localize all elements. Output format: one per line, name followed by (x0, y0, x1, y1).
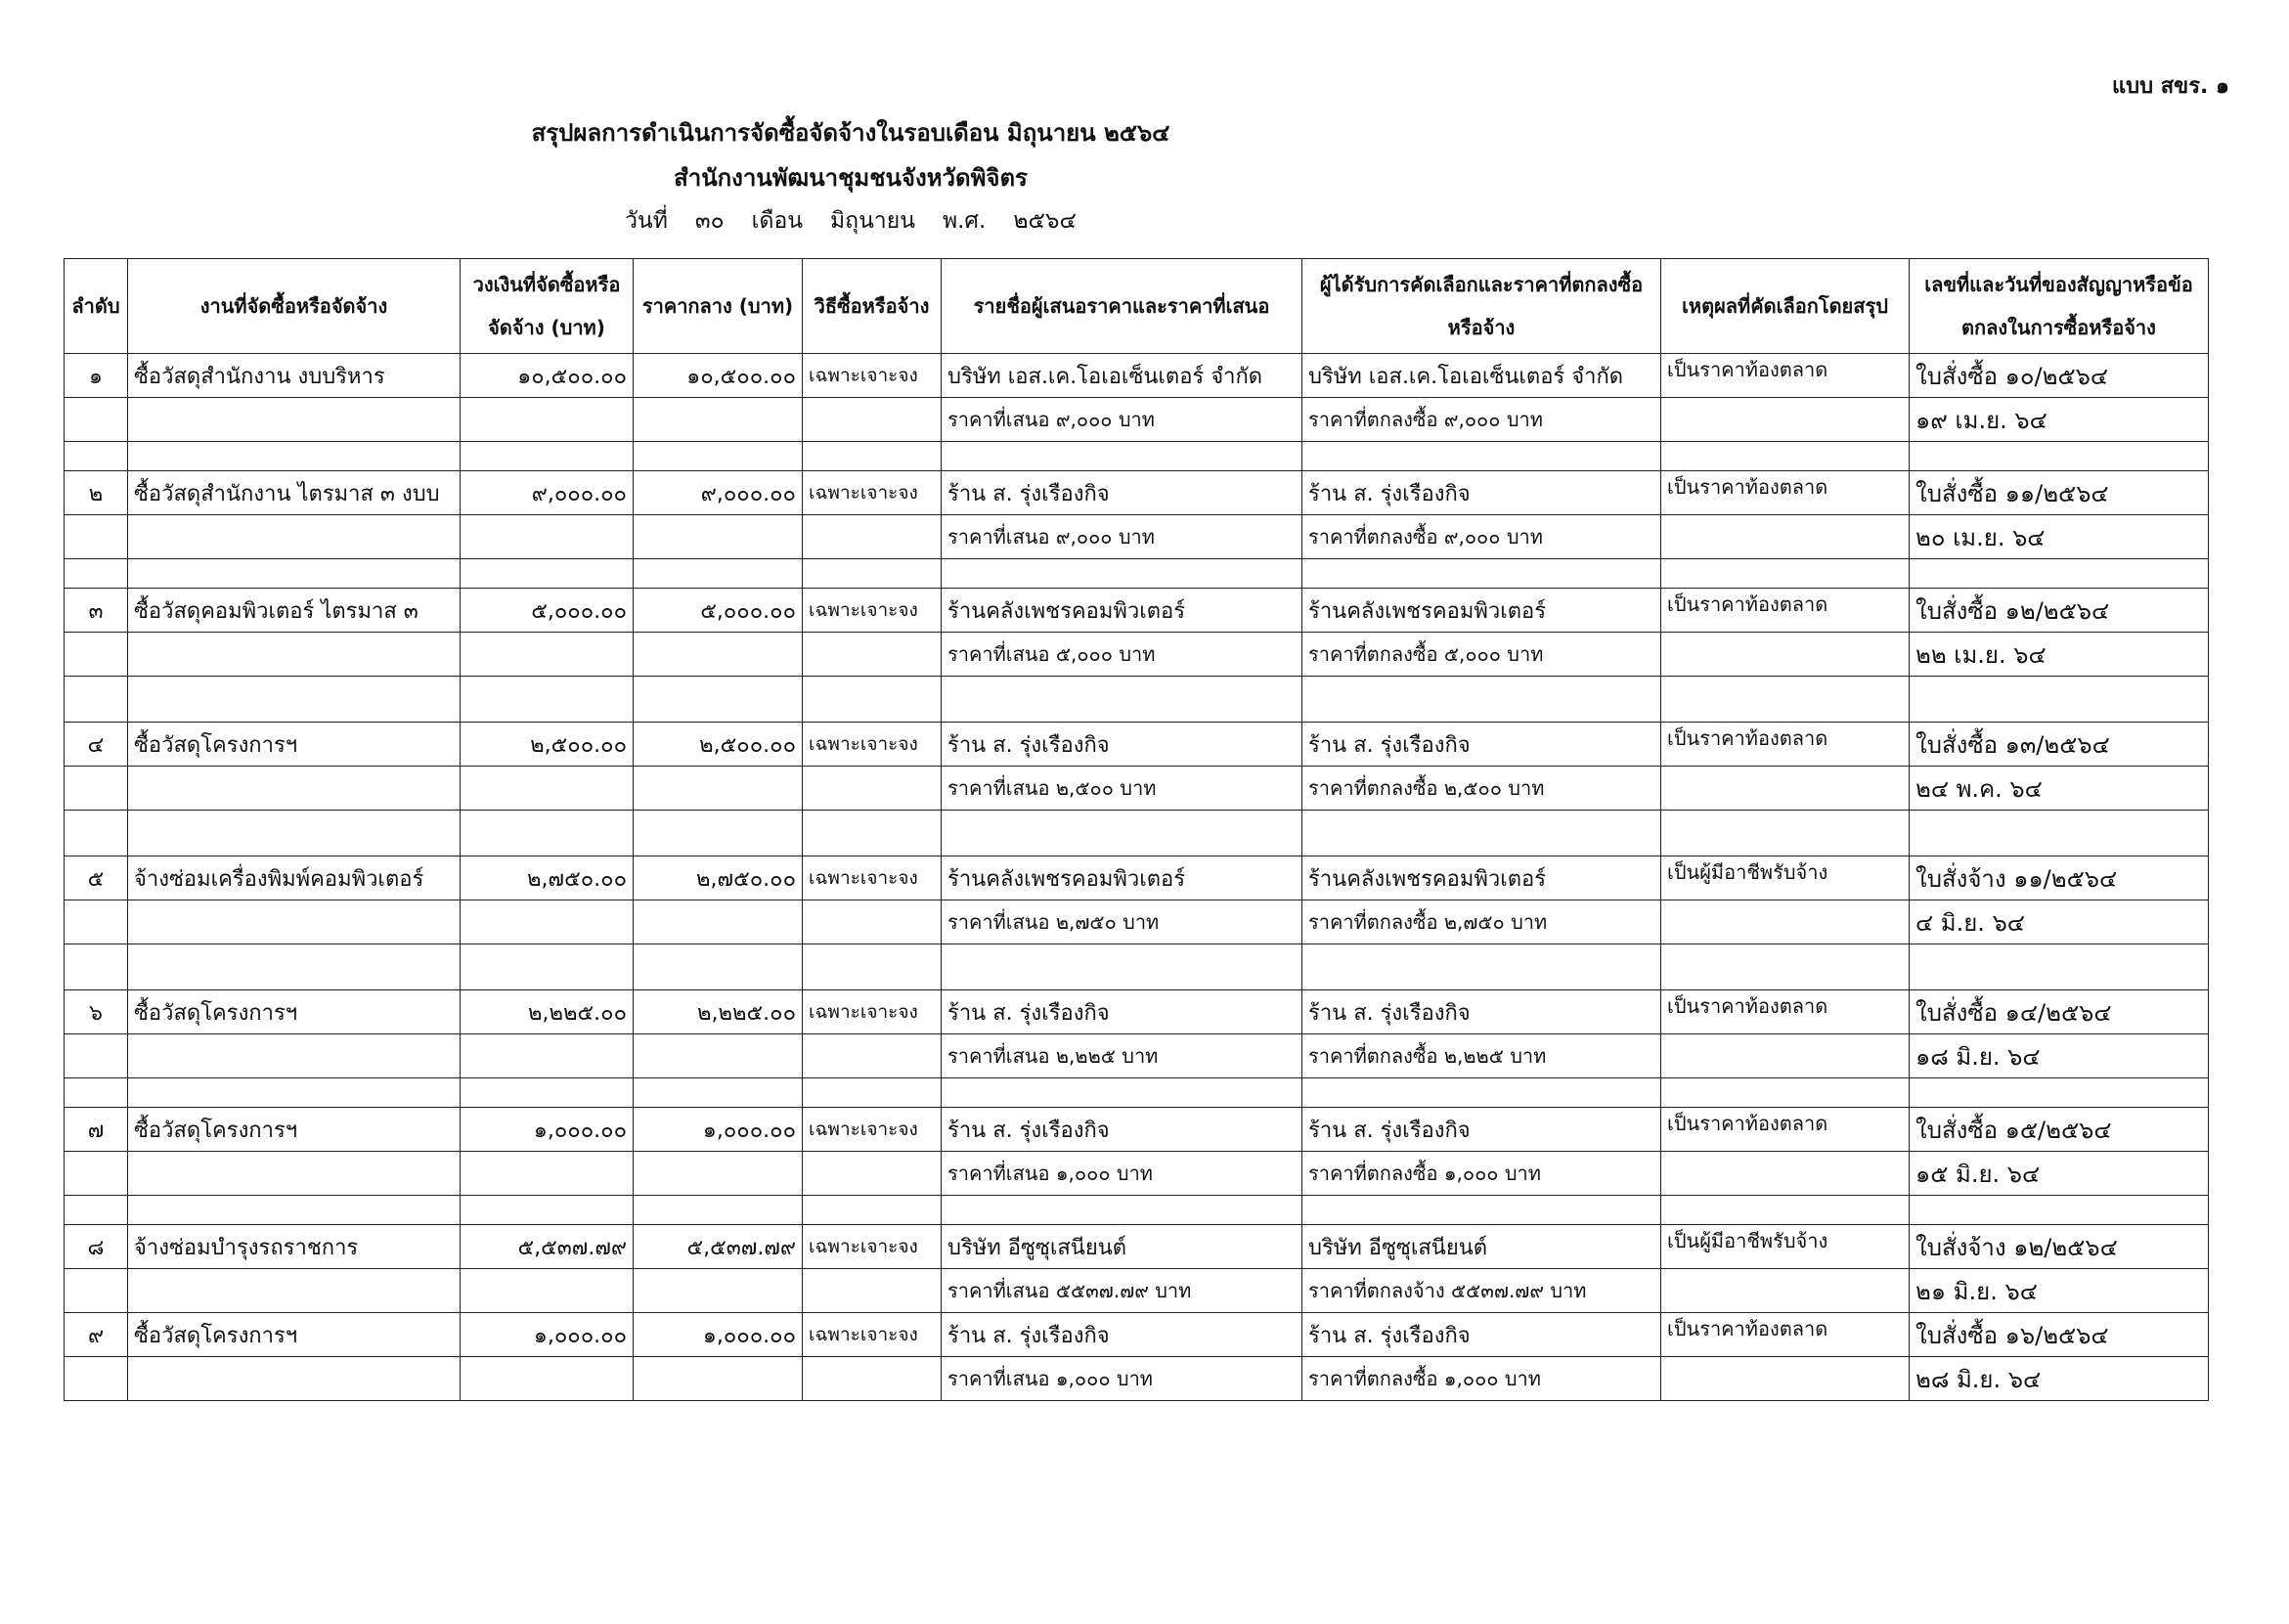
empty-cell (634, 944, 803, 990)
empty-cell (803, 1357, 942, 1401)
empty-cell (942, 811, 1302, 856)
empty-cell (1910, 1196, 2209, 1225)
form-code: แบบ สขร. ๑ (2111, 74, 2229, 99)
table-row (65, 589, 2209, 633)
empty-cell (65, 1196, 128, 1225)
budget-amount: ๙,๐๐๐.๐๐ (461, 471, 634, 515)
budget-amount: ๑,๐๐๐.๐๐ (461, 1313, 634, 1357)
bid-price: ราคาที่เสนอ ๙,๐๐๐ บาท (942, 398, 1302, 442)
table-row (65, 1313, 2209, 1357)
empty-cell (65, 515, 128, 559)
empty-cell (128, 442, 461, 471)
bidder-name: บริษัท เอส.เค.โอเอเซ็นเตอร์ จำกัด (942, 354, 1302, 398)
empty-cell (1661, 559, 1910, 589)
spacer-row (65, 677, 2209, 723)
empty-cell (461, 677, 634, 723)
empty-cell (634, 1034, 803, 1078)
contract-date: ๒๔ พ.ค. ๖๔ (1910, 767, 2209, 811)
table-row-detail (65, 900, 2209, 944)
table-row-detail (65, 515, 2209, 559)
empty-cell (634, 1357, 803, 1401)
selection-reason: เป็นราคาท้องตลาด (1661, 1313, 1910, 1357)
selection-reason: เป็นราคาท้องตลาด (1661, 990, 1910, 1034)
table-row-detail (65, 1357, 2209, 1401)
budget-amount: ๒,๗๕๐.๐๐ (461, 856, 634, 900)
empty-cell (803, 1034, 942, 1078)
procurement-method: เฉพาะเจาะจง (803, 589, 942, 633)
spacer-row (65, 559, 2209, 589)
empty-cell (1661, 1196, 1910, 1225)
bid-price: ราคาที่เสนอ ๒,๕๐๐ บาท (942, 767, 1302, 811)
row-number: ๓ (65, 589, 128, 633)
empty-cell (634, 811, 803, 856)
selection-reason: เป็นราคาท้องตลาด (1661, 471, 1910, 515)
empty-cell (803, 677, 942, 723)
task-name: จ้างซ่อมบำรุงรถราชการ (128, 1225, 461, 1269)
procurement-method: เฉพาะเจาะจง (803, 354, 942, 398)
contract-date: ๒๐ เม.ย. ๖๔ (1910, 515, 2209, 559)
date-year-label: พ.ศ. (942, 208, 987, 234)
empty-cell (1661, 900, 1910, 944)
empty-cell (803, 811, 942, 856)
empty-cell (128, 944, 461, 990)
empty-cell (461, 811, 634, 856)
col-header-budget: วงเงินที่จัดซื้อหรือจัดจ้าง (บาท) (461, 259, 634, 354)
empty-cell (128, 1034, 461, 1078)
median-price: ๑๐,๕๐๐.๐๐ (634, 354, 803, 398)
table-row (65, 856, 2209, 900)
agreed-price: ราคาที่ตกลงซื้อ ๒,๒๒๕ บาท (1302, 1034, 1661, 1078)
winner-name: ร้าน ส. รุ่งเรืองกิจ (1302, 990, 1661, 1034)
empty-cell (65, 1152, 128, 1196)
task-name: ซื้อวัสดุโครงการฯ (128, 723, 461, 767)
empty-cell (1661, 633, 1910, 677)
empty-cell (803, 398, 942, 442)
budget-amount: ๒,๕๐๐.๐๐ (461, 723, 634, 767)
col-header-reason: เหตุผลที่คัดเลือกโดยสรุป (1661, 259, 1910, 354)
empty-cell (803, 944, 942, 990)
date-year: ๒๕๖๔ (1013, 208, 1077, 234)
empty-cell (1661, 1034, 1910, 1078)
winner-name: ร้าน ส. รุ่งเรืองกิจ (1302, 1108, 1661, 1152)
empty-cell (634, 1152, 803, 1196)
procurement-method: เฉพาะเจาะจง (803, 856, 942, 900)
median-price: ๕,๐๐๐.๐๐ (634, 589, 803, 633)
agreed-price: ราคาที่ตกลงซื้อ ๙,๐๐๐ บาท (1302, 515, 1661, 559)
spacer-row (65, 944, 2209, 990)
empty-cell (803, 1269, 942, 1313)
empty-cell (128, 515, 461, 559)
empty-cell (128, 1078, 461, 1108)
contract-number: ใบสั่งซื้อ ๑๐/๒๕๖๔ (1910, 354, 2209, 398)
col-header-method: วิธีซื้อหรือจ้าง (803, 259, 942, 354)
selection-reason: เป็นผู้มีอาชีพรับจ้าง (1661, 1225, 1910, 1269)
empty-cell (634, 398, 803, 442)
contract-date: ๑๘ มิ.ย. ๖๔ (1910, 1034, 2209, 1078)
table-row-detail (65, 1034, 2209, 1078)
row-number: ๘ (65, 1225, 128, 1269)
empty-cell (1910, 559, 2209, 589)
empty-cell (803, 1196, 942, 1225)
task-name: จ้างซ่อมเครื่องพิมพ์คอมพิวเตอร์ (128, 856, 461, 900)
empty-cell (1661, 811, 1910, 856)
empty-cell (461, 559, 634, 589)
table-row (65, 354, 2209, 398)
empty-cell (1661, 944, 1910, 990)
spacer-row (65, 811, 2209, 856)
empty-cell (128, 900, 461, 944)
empty-cell (461, 1269, 634, 1313)
empty-cell (1302, 442, 1661, 471)
winner-name: ร้านคลังเพชรคอมพิวเตอร์ (1302, 589, 1661, 633)
bid-price: ราคาที่เสนอ ๑,๐๐๐ บาท (942, 1152, 1302, 1196)
bidder-name: ร้าน ส. รุ่งเรืองกิจ (942, 723, 1302, 767)
empty-cell (65, 1078, 128, 1108)
row-number: ๑ (65, 354, 128, 398)
table-row (65, 990, 2209, 1034)
median-price: ๒,๗๕๐.๐๐ (634, 856, 803, 900)
selection-reason: เป็นผู้มีอาชีพรับจ้าง (1661, 856, 1910, 900)
date-month-label: เดือน (751, 208, 803, 234)
contract-number: ใบสั่งซื้อ ๑๓/๒๕๖๔ (1910, 723, 2209, 767)
empty-cell (634, 677, 803, 723)
contract-date: ๑๕ มิ.ย. ๖๔ (1910, 1152, 2209, 1196)
col-header-task: งานที่จัดซื้อหรือจัดจ้าง (128, 259, 461, 354)
empty-cell (1661, 442, 1910, 471)
contract-number: ใบสั่งซื้อ ๑๑/๒๕๖๔ (1910, 471, 2209, 515)
median-price: ๙,๐๐๐.๐๐ (634, 471, 803, 515)
bid-price: ราคาที่เสนอ ๙,๐๐๐ บาท (942, 515, 1302, 559)
empty-cell (634, 559, 803, 589)
procurement-method: เฉพาะเจาะจง (803, 471, 942, 515)
median-price: ๒,๕๐๐.๐๐ (634, 723, 803, 767)
empty-cell (1302, 677, 1661, 723)
row-number: ๙ (65, 1313, 128, 1357)
empty-cell (634, 1269, 803, 1313)
empty-cell (1661, 1152, 1910, 1196)
empty-cell (1661, 767, 1910, 811)
empty-cell (65, 398, 128, 442)
task-name: ซื้อวัสดุสำนักงาน ไตรมาส ๓ งบบ (128, 471, 461, 515)
empty-cell (65, 900, 128, 944)
empty-cell (461, 1078, 634, 1108)
empty-cell (634, 900, 803, 944)
col-header-median-price: ราคากลาง (บาท) (634, 259, 803, 354)
contract-date: ๒๑ มิ.ย. ๖๔ (1910, 1269, 2209, 1313)
col-header-no: ลำดับ (65, 259, 128, 354)
task-name: ซื้อวัสดุสำนักงาน งบบริหาร (128, 354, 461, 398)
empty-cell (634, 515, 803, 559)
agreed-price: ราคาที่ตกลงซื้อ ๑,๐๐๐ บาท (1302, 1152, 1661, 1196)
empty-cell (942, 1078, 1302, 1108)
empty-cell (461, 398, 634, 442)
bidder-name: ร้าน ส. รุ่งเรืองกิจ (942, 1108, 1302, 1152)
empty-cell (128, 1196, 461, 1225)
empty-cell (461, 633, 634, 677)
empty-cell (65, 442, 128, 471)
empty-cell (461, 944, 634, 990)
empty-cell (1302, 559, 1661, 589)
spacer-row (65, 1196, 2209, 1225)
empty-cell (1910, 1078, 2209, 1108)
empty-cell (1910, 944, 2209, 990)
bid-price: ราคาที่เสนอ ๕๕๓๗.๗๙ บาท (942, 1269, 1302, 1313)
empty-cell (461, 515, 634, 559)
contract-number: ใบสั่งซื้อ ๑๒/๒๕๖๔ (1910, 589, 2209, 633)
organization-name: สำนักงานพัฒนาชุมชนจังหวัดพิจิตร (674, 164, 1028, 192)
empty-cell (128, 1357, 461, 1401)
contract-date: ๒๘ มิ.ย. ๖๔ (1910, 1357, 2209, 1401)
winner-name: บริษัท เอส.เค.โอเอเซ็นเตอร์ จำกัด (1302, 354, 1661, 398)
empty-cell (1661, 398, 1910, 442)
empty-cell (803, 442, 942, 471)
empty-cell (634, 767, 803, 811)
contract-number: ใบสั่งซื้อ ๑๔/๒๕๖๔ (1910, 990, 2209, 1034)
empty-cell (1302, 944, 1661, 990)
col-header-bidders: รายชื่อผู้เสนอราคาและราคาที่เสนอ (942, 259, 1302, 354)
table-row-detail (65, 398, 2209, 442)
procurement-method: เฉพาะเจาะจง (803, 1108, 942, 1152)
bidder-name: ร้าน ส. รุ่งเรืองกิจ (942, 990, 1302, 1034)
empty-cell (65, 633, 128, 677)
spacer-row (65, 442, 2209, 471)
table-body (65, 354, 2209, 1401)
row-number: ๒ (65, 471, 128, 515)
report-title: สรุปผลการดำเนินการจัดซื้อจัดจ้างในรอบเดือน มิถุนายน ๒๕๖๔ (531, 119, 1170, 147)
empty-cell (942, 944, 1302, 990)
empty-cell (1661, 1269, 1910, 1313)
row-number: ๔ (65, 723, 128, 767)
spacer-row (65, 1078, 2209, 1108)
task-name: ซื้อวัสดุโครงการฯ (128, 1108, 461, 1152)
empty-cell (461, 442, 634, 471)
bid-price: ราคาที่เสนอ ๕,๐๐๐ บาท (942, 633, 1302, 677)
empty-cell (1661, 515, 1910, 559)
empty-cell (1302, 1078, 1661, 1108)
agreed-price: ราคาที่ตกลงซื้อ ๒,๗๕๐ บาท (1302, 900, 1661, 944)
budget-amount: ๑๐,๕๐๐.๐๐ (461, 354, 634, 398)
median-price: ๒,๒๒๕.๐๐ (634, 990, 803, 1034)
empty-cell (1910, 811, 2209, 856)
empty-cell (128, 767, 461, 811)
empty-cell (65, 811, 128, 856)
table-row-detail (65, 767, 2209, 811)
empty-cell (1910, 677, 2209, 723)
empty-cell (803, 1078, 942, 1108)
date-day-label: วันที่ (625, 208, 668, 234)
empty-cell (634, 1078, 803, 1108)
report-date (0, 203, 1701, 239)
row-number: ๗ (65, 1108, 128, 1152)
empty-cell (65, 767, 128, 811)
empty-cell (1661, 1357, 1910, 1401)
empty-cell (128, 811, 461, 856)
empty-cell (634, 633, 803, 677)
empty-cell (461, 767, 634, 811)
agreed-price: ราคาที่ตกลงซื้อ ๒,๕๐๐ บาท (1302, 767, 1661, 811)
bid-price: ราคาที่เสนอ ๒,๗๕๐ บาท (942, 900, 1302, 944)
empty-cell (942, 677, 1302, 723)
agreed-price: ราคาที่ตกลงซื้อ ๑,๐๐๐ บาท (1302, 1357, 1661, 1401)
empty-cell (65, 1034, 128, 1078)
date-month: มิถุนายน (830, 208, 915, 234)
procurement-method: เฉพาะเจาะจง (803, 990, 942, 1034)
empty-cell (128, 1269, 461, 1313)
budget-amount: ๕,๕๓๗.๗๙ (461, 1225, 634, 1269)
contract-number: ใบสั่งจ้าง ๑๑/๒๕๖๔ (1910, 856, 2209, 900)
contract-date: ๑๙ เม.ย. ๖๔ (1910, 398, 2209, 442)
contract-number: ใบสั่งซื้อ ๑๕/๒๕๖๔ (1910, 1108, 2209, 1152)
empty-cell (634, 442, 803, 471)
table-row (65, 471, 2209, 515)
empty-cell (128, 398, 461, 442)
table-row-detail (65, 1152, 2209, 1196)
bidder-name: ร้านคลังเพชรคอมพิวเตอร์ (942, 589, 1302, 633)
empty-cell (65, 1269, 128, 1313)
procurement-method: เฉพาะเจาะจง (803, 1225, 942, 1269)
selection-reason: เป็นราคาท้องตลาด (1661, 589, 1910, 633)
procurement-method: เฉพาะเจาะจง (803, 723, 942, 767)
table-row (65, 723, 2209, 767)
contract-date: ๒๒ เม.ย. ๖๔ (1910, 633, 2209, 677)
empty-cell (803, 1152, 942, 1196)
empty-cell (128, 1152, 461, 1196)
empty-cell (1661, 677, 1910, 723)
contract-number: ใบสั่งซื้อ ๑๖/๒๕๖๔ (1910, 1313, 2209, 1357)
row-number: ๖ (65, 990, 128, 1034)
agreed-price: ราคาที่ตกลงจ้าง ๕๕๓๗.๗๙ บาท (1302, 1269, 1661, 1313)
selection-reason: เป็นราคาท้องตลาด (1661, 723, 1910, 767)
bid-price: ราคาที่เสนอ ๑,๐๐๐ บาท (942, 1357, 1302, 1401)
empty-cell (1910, 442, 2209, 471)
empty-cell (128, 559, 461, 589)
bidder-name: บริษัท อีซูซุเสนียนต์ (942, 1225, 1302, 1269)
empty-cell (461, 900, 634, 944)
empty-cell (65, 1357, 128, 1401)
bidder-name: ร้าน ส. รุ่งเรืองกิจ (942, 471, 1302, 515)
procurement-method: เฉพาะเจาะจง (803, 1313, 942, 1357)
empty-cell (1661, 1078, 1910, 1108)
selection-reason: เป็นราคาท้องตลาด (1661, 354, 1910, 398)
winner-name: ร้าน ส. รุ่งเรืองกิจ (1302, 723, 1661, 767)
col-header-contract: เลขที่และวันที่ของสัญญาหรือข้อตกลงในการซื้อหรือจ้าง (1910, 259, 2209, 354)
empty-cell (803, 900, 942, 944)
task-name: ซื้อวัสดุโครงการฯ (128, 990, 461, 1034)
winner-name: ร้านคลังเพชรคอมพิวเตอร์ (1302, 856, 1661, 900)
agreed-price: ราคาที่ตกลงซื้อ ๙,๐๐๐ บาท (1302, 398, 1661, 442)
empty-cell (461, 1152, 634, 1196)
empty-cell (128, 633, 461, 677)
empty-cell (461, 1196, 634, 1225)
table-row-detail (65, 1269, 2209, 1313)
date-day: ๓๐ (694, 208, 725, 234)
empty-cell (803, 633, 942, 677)
empty-cell (128, 677, 461, 723)
empty-cell (942, 1196, 1302, 1225)
col-header-winner: ผู้ได้รับการคัดเลือกและราคาที่ตกลงซื้อหรือจ้าง (1302, 259, 1661, 354)
winner-name: ร้าน ส. รุ่งเรืองกิจ (1302, 471, 1661, 515)
median-price: ๑,๐๐๐.๐๐ (634, 1313, 803, 1357)
bid-price: ราคาที่เสนอ ๒,๒๒๕ บาท (942, 1034, 1302, 1078)
empty-cell (803, 559, 942, 589)
budget-amount: ๒,๒๒๕.๐๐ (461, 990, 634, 1034)
budget-amount: ๕,๐๐๐.๐๐ (461, 589, 634, 633)
row-number: ๕ (65, 856, 128, 900)
empty-cell (1302, 1196, 1661, 1225)
empty-cell (461, 1034, 634, 1078)
table-row (65, 1108, 2209, 1152)
contract-date: ๔ มิ.ย. ๖๔ (1910, 900, 2209, 944)
bidder-name: ร้าน ส. รุ่งเรืองกิจ (942, 1313, 1302, 1357)
empty-cell (65, 559, 128, 589)
empty-cell (942, 559, 1302, 589)
empty-cell (803, 767, 942, 811)
winner-name: ร้าน ส. รุ่งเรืองกิจ (1302, 1313, 1661, 1357)
empty-cell (803, 515, 942, 559)
empty-cell (65, 677, 128, 723)
empty-cell (461, 1357, 634, 1401)
empty-cell (634, 1196, 803, 1225)
table-header-row (65, 259, 2209, 354)
winner-name: บริษัท อีซูซุเสนียนต์ (1302, 1225, 1661, 1269)
median-price: ๑,๐๐๐.๐๐ (634, 1108, 803, 1152)
empty-cell (65, 944, 128, 990)
median-price: ๕,๕๓๗.๗๙ (634, 1225, 803, 1269)
budget-amount: ๑,๐๐๐.๐๐ (461, 1108, 634, 1152)
agreed-price: ราคาที่ตกลงซื้อ ๕,๐๐๐ บาท (1302, 633, 1661, 677)
empty-cell (1302, 811, 1661, 856)
contract-number: ใบสั่งจ้าง ๑๒/๒๕๖๔ (1910, 1225, 2209, 1269)
empty-cell (942, 442, 1302, 471)
selection-reason: เป็นราคาท้องตลาด (1661, 1108, 1910, 1152)
task-name: ซื้อวัสดุคอมพิวเตอร์ ไตรมาส ๓ (128, 589, 461, 633)
table-row (65, 1225, 2209, 1269)
task-name: ซื้อวัสดุโครงการฯ (128, 1313, 461, 1357)
procurement-table (64, 258, 2209, 1401)
bidder-name: ร้านคลังเพชรคอมพิวเตอร์ (942, 856, 1302, 900)
table-row-detail (65, 633, 2209, 677)
